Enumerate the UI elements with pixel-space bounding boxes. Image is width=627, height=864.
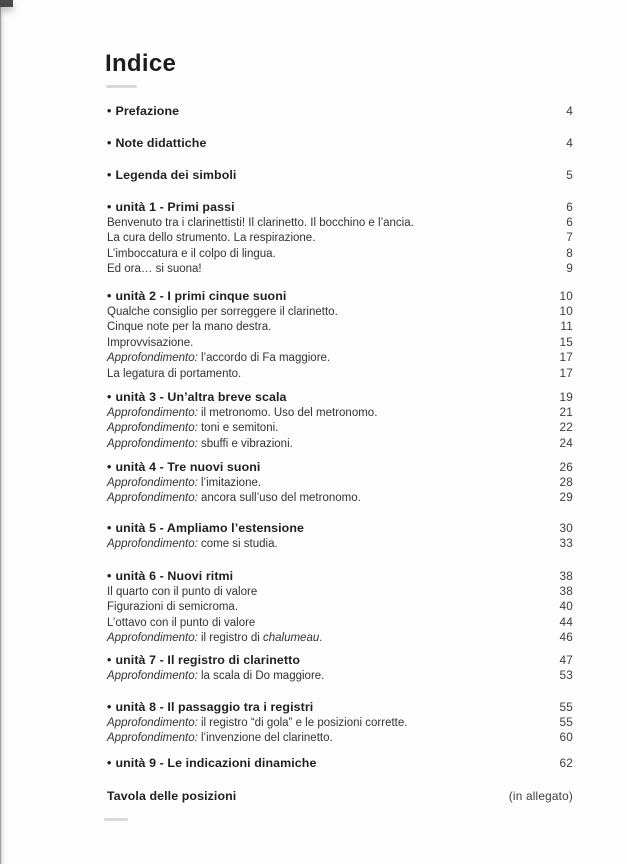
page-number: 10	[559, 289, 573, 303]
toc-entry	[0, 230, 627, 246]
entry-label	[107, 476, 261, 491]
entry-text-segment: unità 4 - Tre nuovi suoni	[115, 460, 261, 474]
entry-text-segment: l’imitazione.	[197, 476, 262, 489]
entry-label	[107, 521, 304, 536]
page-number: 17	[559, 365, 573, 380]
toc-section-heading	[0, 460, 627, 475]
toc-entry	[0, 261, 627, 277]
entry-text-segment: Approfondimento:	[107, 537, 198, 550]
toc-entry	[0, 168, 627, 183]
toc-block	[0, 104, 627, 119]
entry-label	[107, 569, 233, 584]
page-number: 15	[559, 334, 573, 349]
page-number: 6	[566, 214, 573, 229]
page-number: 8	[566, 245, 573, 260]
entry-text-segment: l’accordo di Fa maggiore.	[197, 352, 331, 364]
bullet-icon: •	[107, 289, 112, 303]
entry-label	[107, 336, 193, 351]
entry-text-segment: Qualche consiglio per sorreggere il clarinetto.	[107, 305, 338, 318]
toc-block	[0, 390, 627, 451]
page-number: 47	[559, 653, 573, 667]
page-number: 26	[559, 460, 573, 474]
entry-text-segment: Approfondimento:	[107, 669, 198, 682]
toc-entry	[0, 319, 627, 335]
bullet-icon: •	[107, 168, 112, 182]
toc-entry	[0, 668, 627, 684]
entry-text-segment: Note didattiche	[115, 136, 207, 150]
entry-text-segment: La legatura di portamento.	[107, 367, 242, 380]
entry-text-segment: unità 2 - I primi cinque suoni	[115, 289, 287, 303]
entry-text-segment: chalumeau	[262, 632, 320, 644]
entry-label	[107, 437, 293, 452]
entry-text-segment: Ed ora… si suona!	[107, 263, 202, 275]
bullet-icon: •	[107, 756, 112, 770]
page-number: 55	[559, 700, 573, 714]
toc-entry	[0, 584, 627, 600]
toc-entry	[0, 599, 627, 615]
page-number: 40	[559, 599, 573, 613]
entry-text-segment: toni e semitoni.	[197, 422, 279, 434]
toc-entry	[0, 475, 627, 491]
toc-section-heading	[0, 653, 627, 668]
entry-text-segment: Benvenuto tra i clarinettisti! Il clarinetto. Il bocchino e l’ancia.	[107, 216, 414, 229]
page-number: 4	[566, 136, 573, 150]
entry-text-segment: unità 9 - Le indicazioni dinamiche	[115, 756, 317, 770]
page-number: 10	[559, 303, 573, 318]
entry-label	[107, 367, 241, 382]
toc-entry	[0, 615, 627, 631]
entry-label	[107, 320, 271, 335]
toc-section-heading	[0, 700, 627, 715]
bullet-icon: •	[107, 460, 112, 474]
page-number: 38	[559, 569, 573, 583]
entry-label	[107, 700, 313, 715]
entry-label	[107, 289, 286, 304]
entry-text-segment: .	[319, 632, 323, 644]
entry-label	[107, 669, 324, 684]
entry-label	[107, 585, 257, 600]
entry-text-segment: Figurazioni di semicroma.	[107, 601, 239, 613]
entry-label	[107, 168, 236, 183]
toc-entry	[0, 215, 627, 231]
page-number: 53	[559, 667, 573, 682]
page-number: 11	[560, 319, 573, 333]
toc-block	[0, 789, 627, 804]
entry-text-segment: Improvvisazione.	[107, 336, 194, 349]
toc-entry	[0, 335, 627, 351]
entry-label	[107, 247, 276, 262]
bullet-icon: •	[107, 700, 112, 714]
toc-section-heading	[0, 569, 627, 584]
page-number: 30	[559, 521, 573, 535]
page-number: 62	[559, 756, 573, 770]
toc-block	[0, 460, 627, 506]
page-title: Indice	[105, 50, 177, 77]
toc-entry	[0, 436, 627, 452]
toc-entry	[0, 366, 627, 382]
entry-label	[107, 600, 238, 615]
toc-block	[0, 700, 627, 746]
toc-block	[0, 289, 627, 381]
entry-label	[107, 731, 333, 746]
toc-entry	[0, 246, 627, 262]
entry-text-segment: Approfondimento:	[107, 732, 198, 744]
bullet-icon: •	[107, 136, 112, 150]
toc-section-heading	[0, 390, 627, 405]
toc-entry	[0, 420, 627, 436]
entry-label	[107, 200, 235, 215]
entry-label	[107, 756, 316, 771]
toc-entry	[0, 715, 627, 731]
toc-section-heading	[0, 289, 627, 304]
page-number: 5	[566, 168, 573, 182]
entry-text-segment: il registro “di gola” e le posizioni corrette.	[197, 716, 408, 729]
entry-text-segment: Approfondimento:	[107, 422, 198, 434]
page-number: 19	[559, 390, 573, 404]
page-number: 7	[566, 230, 573, 244]
entry-text-segment: Approfondimento:	[107, 476, 198, 489]
page-number: 38	[559, 583, 573, 598]
page-number: 9	[566, 261, 573, 275]
page-number: 17	[559, 350, 573, 364]
toc-section-heading	[0, 200, 627, 215]
toc-block	[0, 521, 627, 551]
entry-label	[107, 631, 322, 646]
page-number: 21	[559, 404, 573, 419]
entry-text-segment: Approfondimento:	[107, 632, 198, 644]
toc-block	[0, 653, 627, 683]
toc-entry	[0, 136, 627, 151]
bullet-icon: •	[107, 104, 112, 118]
entry-text-segment: sbuffi e vibrazioni.	[197, 437, 293, 450]
entry-label	[107, 716, 407, 731]
entry-text-segment: Legenda dei simboli	[115, 168, 237, 182]
page-number: 29	[559, 490, 573, 504]
page-number: 33	[559, 535, 573, 550]
entry-label	[107, 616, 255, 631]
entry-text-segment: L’ottavo con il punto di valore	[107, 616, 256, 629]
toc-entry	[0, 630, 627, 646]
entry-label	[107, 231, 315, 246]
toc-entry	[0, 730, 627, 746]
entry-text-segment: unità 3 - Un’altra breve scala	[115, 390, 287, 404]
entry-label	[107, 305, 338, 320]
entry-text-segment: il metronomo. Uso del metronomo.	[197, 406, 378, 419]
page-number: 24	[559, 435, 573, 450]
entry-label	[107, 104, 179, 119]
entry-text-segment: il registro di	[197, 632, 263, 644]
page-number: 46	[559, 630, 573, 644]
toc-entry	[0, 789, 627, 804]
entry-text-segment: Approfondimento:	[107, 716, 198, 729]
entry-text-segment: ancora sull’uso del metronomo.	[197, 492, 361, 504]
page-number: 4	[566, 104, 573, 118]
entry-text-segment: L’imboccatura e il colpo di lingua.	[107, 247, 276, 260]
entry-text-segment: Approfondimento:	[107, 352, 198, 364]
page-number: (in allegato)	[508, 789, 573, 803]
entry-text-segment: unità 7 - Il registro di clarinetto	[115, 653, 301, 667]
toc-block	[0, 200, 627, 277]
entry-label	[107, 406, 377, 421]
entry-label	[107, 491, 361, 506]
entry-label	[107, 789, 236, 804]
bullet-icon: •	[107, 200, 112, 214]
toc-entry	[0, 104, 627, 119]
entry-text-segment: come si studia.	[197, 537, 278, 550]
entry-text-segment: Approfondimento:	[107, 437, 198, 450]
page-number: 44	[559, 614, 573, 629]
toc-block	[0, 756, 627, 771]
entry-text-segment: unità 6 - Nuovi ritmi	[115, 569, 234, 583]
toc-section-heading	[0, 756, 627, 771]
entry-label	[107, 421, 278, 436]
entry-text-segment: unità 8 - Il passaggio tra i registri	[115, 700, 314, 714]
toc-entry	[0, 536, 627, 552]
entry-label	[107, 653, 300, 668]
entry-text-segment: Prefazione	[115, 104, 180, 118]
toc-entry	[0, 304, 627, 320]
entry-text-segment: Tavola delle posizioni	[107, 789, 237, 803]
entry-text-segment: Il quarto con il punto di valore	[107, 585, 258, 598]
entry-label	[107, 460, 260, 475]
entry-text-segment: unità 5 - Ampliamo l’estensione	[115, 521, 304, 535]
entry-text-segment: Cinque note per la mano destra.	[107, 321, 272, 333]
toc-entry	[0, 405, 627, 421]
page-number: 22	[559, 420, 573, 434]
page-number: 60	[559, 730, 573, 744]
toc-block	[0, 136, 627, 151]
entry-label	[107, 537, 278, 552]
entry-label	[107, 390, 286, 405]
toc-section-heading	[0, 521, 627, 536]
entry-text-segment: Approfondimento:	[107, 406, 198, 419]
bullet-icon: •	[107, 653, 112, 667]
page-number: 6	[566, 200, 573, 214]
bullet-icon: •	[107, 521, 112, 535]
entry-text-segment: unità 1 - Primi passi	[115, 200, 235, 214]
bullet-icon: •	[107, 390, 112, 404]
entry-text-segment: la scala di Do maggiore.	[197, 669, 325, 682]
page-number: 55	[559, 714, 573, 729]
entry-label	[107, 216, 414, 231]
toc-entry	[0, 490, 627, 506]
entry-label	[107, 351, 330, 366]
toc-block	[0, 168, 627, 183]
entry-label	[107, 136, 206, 151]
entry-label	[107, 262, 202, 277]
entry-text-segment: Approfondimento:	[107, 492, 198, 504]
entry-text-segment: La cura dello strumento. La respirazione.	[107, 232, 316, 244]
page-number: 28	[559, 474, 573, 489]
bullet-icon: •	[107, 569, 112, 583]
entry-text-segment: l’invenzione del clarinetto.	[197, 732, 333, 744]
toc-entry	[0, 350, 627, 366]
toc-block	[0, 569, 627, 646]
